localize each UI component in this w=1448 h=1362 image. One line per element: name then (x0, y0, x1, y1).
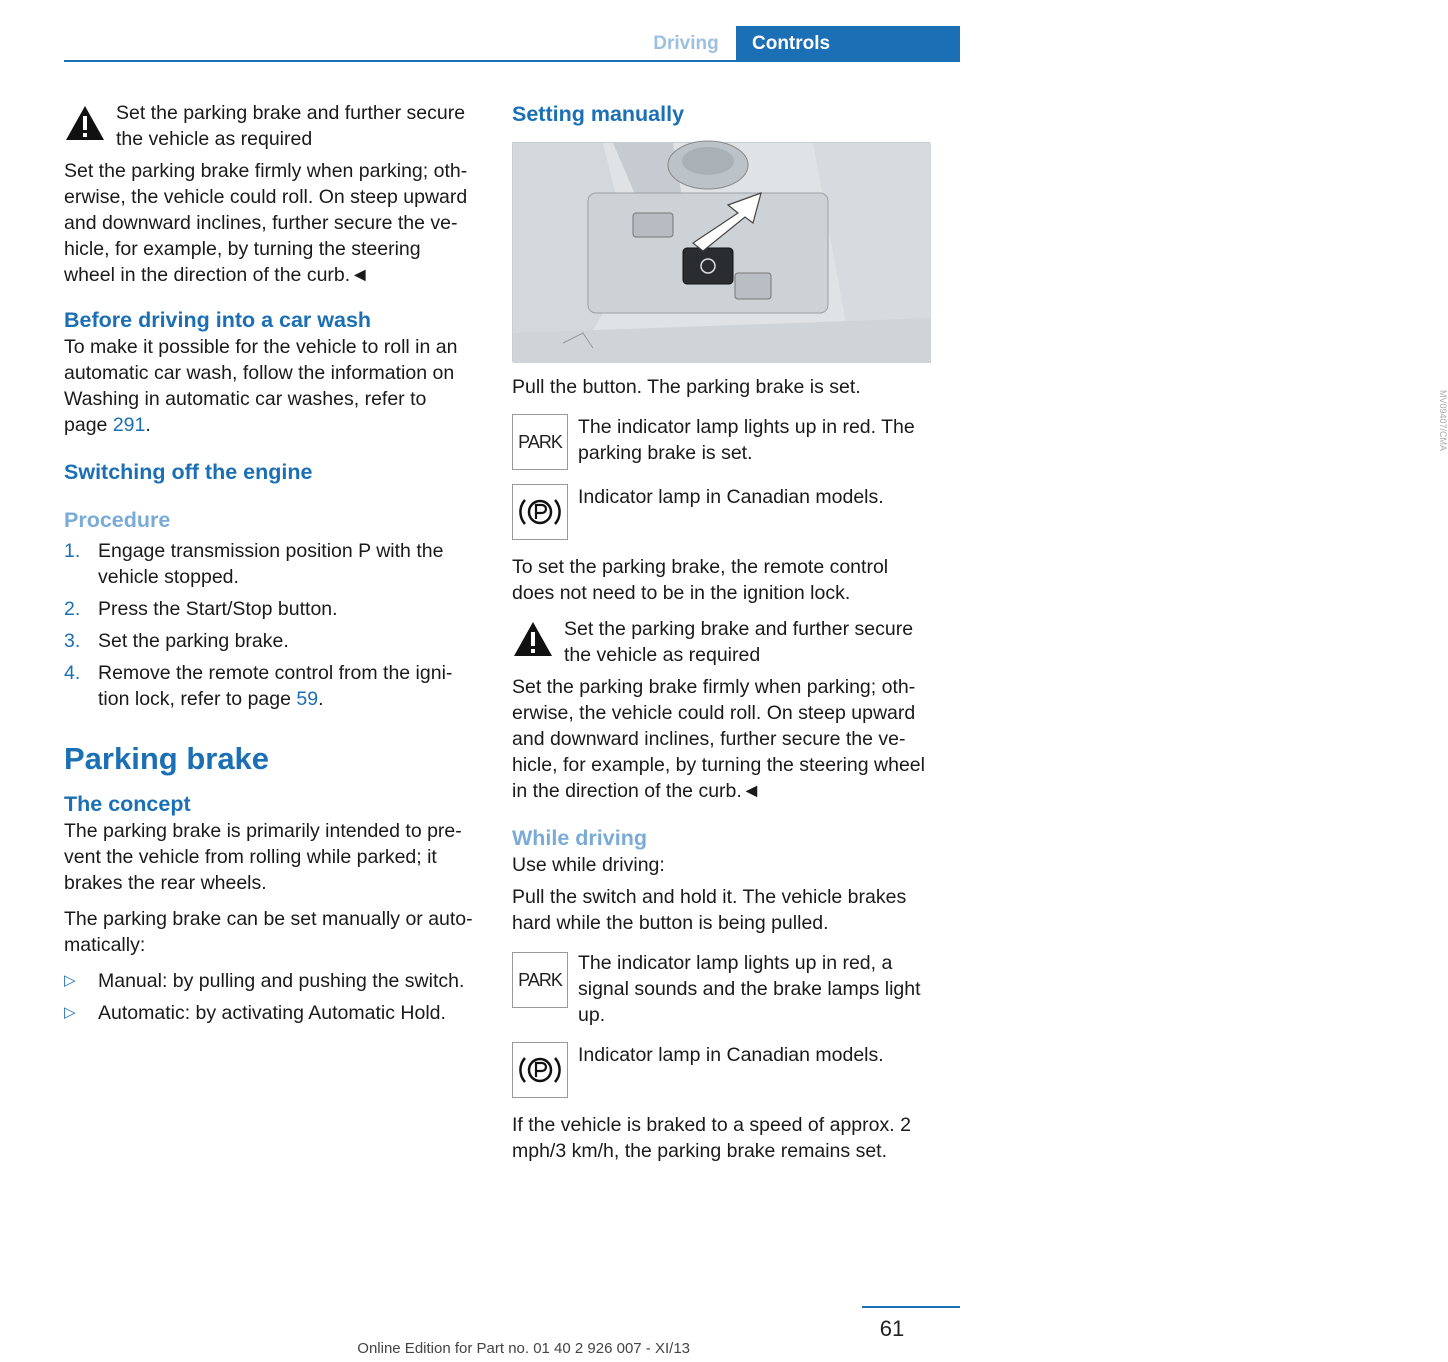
footer-rule (862, 1306, 960, 1308)
concept-heading: The concept (64, 792, 191, 816)
remote-control-text: To set the parking brake, the remote control does not need to be in the ignition lock. (512, 556, 889, 604)
header-section-tab[interactable]: Driving (653, 33, 719, 54)
warning-body: Set the parking brake firmly when parking; oth-erwise, the vehicle could roll. On steep upward and downward inclines, further secure the ve-hicle, for example, by turning the steering wheel in the direction of the curb.◄ (512, 676, 925, 802)
parking-brake-switch-photo (512, 142, 930, 362)
left-column (64, 100, 474, 1032)
while-driving-p1: Use while driving: (512, 854, 665, 876)
header-chapter-tab[interactable]: Controls (736, 26, 960, 62)
photo-id-label: MV09407/CMA (1438, 390, 1448, 452)
park-indicator-row (512, 414, 932, 470)
warning-block (64, 100, 474, 152)
pull-button-text: Pull the button. The parking brake is set. (512, 376, 861, 398)
concept-p2: The parking brake can be set manually or auto-matically: (64, 908, 473, 956)
parking-brake-title: Parking brake (64, 741, 270, 776)
page-link-59[interactable]: 59 (296, 688, 319, 710)
canadian-indicator-text: Indicator lamp in Canadian models. (578, 1044, 884, 1066)
procedure-steps (64, 538, 474, 712)
brake-modes-list (64, 968, 474, 1026)
warning-block (512, 616, 932, 668)
park-indicator-icon: PARK (512, 414, 568, 470)
park-indicator-row (512, 950, 932, 1028)
step-item: 1. Engage transmission position P with the vehicle stopped. (64, 540, 444, 588)
page-link-291[interactable]: 291 (112, 414, 146, 436)
canadian-indicator-text: Indicator lamp in Canadian models. (578, 486, 884, 508)
park-indicator-text: The indicator lamp lights up in red, a signal sounds and the brake lamps light up. (578, 952, 921, 1026)
warning-title: Set the parking brake and further secure the vehicle as required (564, 618, 914, 666)
while-driving-heading: While driving (512, 826, 647, 850)
list-item: ▷ Automatic: by activating Automatic Hold. (64, 1002, 446, 1024)
speed-note: If the vehicle is braked to a speed of approx. 2 mph/3 km/h, the parking brake remains set. (512, 1114, 911, 1162)
warning-title: Set the parking brake and further secure the vehicle as required (116, 102, 466, 150)
bullet-triangle-icon: ▷ (64, 1004, 76, 1021)
warning-icon (512, 620, 554, 658)
step-item: 4. Remove the remote control from the igni-tion lock, refer to page 59. (64, 662, 453, 710)
concept-p1: The parking brake is primarily intended to pre-vent the vehicle from rolling while parked; it brakes the rear wheels. (64, 820, 462, 894)
step-item: 3. Set the parking brake. (64, 630, 289, 652)
step-item: 2. Press the Start/Stop button. (64, 598, 338, 620)
canadian-indicator-row (512, 1042, 932, 1098)
page-number: 61 (879, 1316, 905, 1341)
list-item: ▷ Manual: by pulling and pushing the switch. (64, 970, 465, 992)
while-driving-p2: Pull the switch and hold it. The vehicle brakes hard while the button is being pulled. (512, 886, 907, 934)
right-column (512, 100, 1448, 1174)
setting-manually-heading: Setting manually (512, 102, 685, 126)
park-indicator-text: The indicator lamp lights up in red. The parking brake is set. (578, 416, 915, 464)
canadian-indicator-row (512, 484, 932, 540)
canadian-park-brake-icon (512, 1042, 568, 1098)
warning-body: Set the parking brake firmly when parking; oth-erwise, the vehicle could roll. On steep upward and downward inclines, further secure the ve-hicle, for example, by turning the steering wheel in the direction of the curb.◄ (64, 160, 468, 286)
car-wash-heading: Before driving into a car wash (64, 308, 372, 332)
park-indicator-icon: PARK (512, 952, 568, 1008)
switching-off-heading: Switching off the engine (64, 460, 313, 484)
car-wash-text: To make it possible for the vehicle to roll in an automatic car wash, follow the information on Washing in automatic car washes, refer to page 291. (64, 336, 458, 436)
procedure-subheading: Procedure (64, 508, 171, 532)
edition-footer: Online Edition for Part no. 01 40 2 926 007 - XI/13 (357, 1340, 690, 1357)
canadian-park-brake-icon (512, 484, 568, 540)
bullet-triangle-icon: ▷ (64, 972, 76, 989)
warning-icon (64, 104, 106, 142)
header-rule (64, 60, 960, 62)
center-console-illustration (513, 143, 931, 363)
